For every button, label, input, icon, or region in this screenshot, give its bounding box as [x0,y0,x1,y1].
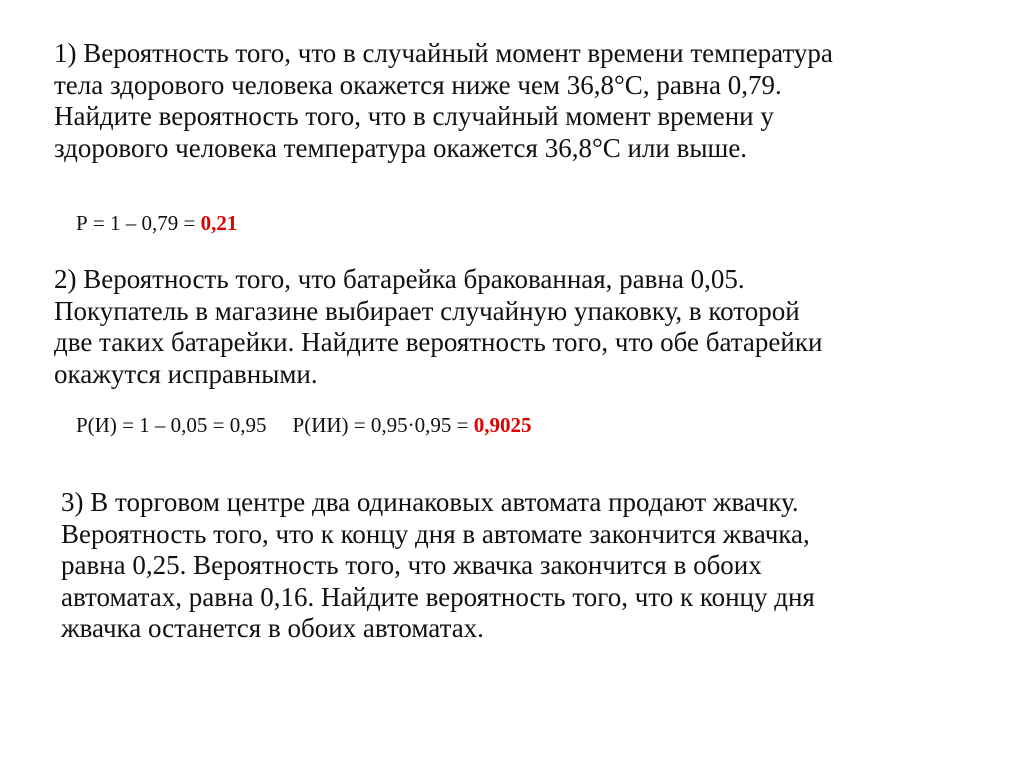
solution-1 [76,210,237,236]
problem-1-text: 1) Вероятность того, что в случайный момент времени температура тела здорового человека окажется ниже чем 36,8°С, равна 0,79. Найдите вероятность того, что в случайный момент времени у здорового человека температура окажется 36,8°С или выше. [54,38,833,163]
solution-1-formula: Р = 1 – 0,79 = [76,211,201,235]
solution-2-part2: Р(ИИ) = 0,95·0,95 = [292,413,474,437]
solution-2-answer: 0,9025 [473,413,532,437]
solution-2 [76,412,531,438]
problem-2-text: 2) Вероятность того, что батарейка бракованная, равна 0,05. Покупатель в магазине выбирает случайную упаковку, в которой две таких батарейки. Найдите вероятность того, что обе батарейки окажутся исправными. [54,264,823,389]
solution-1-answer: 0,21 [200,211,238,235]
solution-2-part1: Р(И) = 1 – 0,05 = 0,95 [76,413,267,437]
problem-3-text: 3) В торговом центре два одинаковых автомата продают жвачку. Вероятность того, что к концу дня в автомате закончится жвачка, равна 0,25. Вероятность того, что жвачка закончится в обоих автоматах, равна 0,16. Найдите вероятность того, что к концу дня жвачка останется в обоих автоматах. [61,487,815,643]
